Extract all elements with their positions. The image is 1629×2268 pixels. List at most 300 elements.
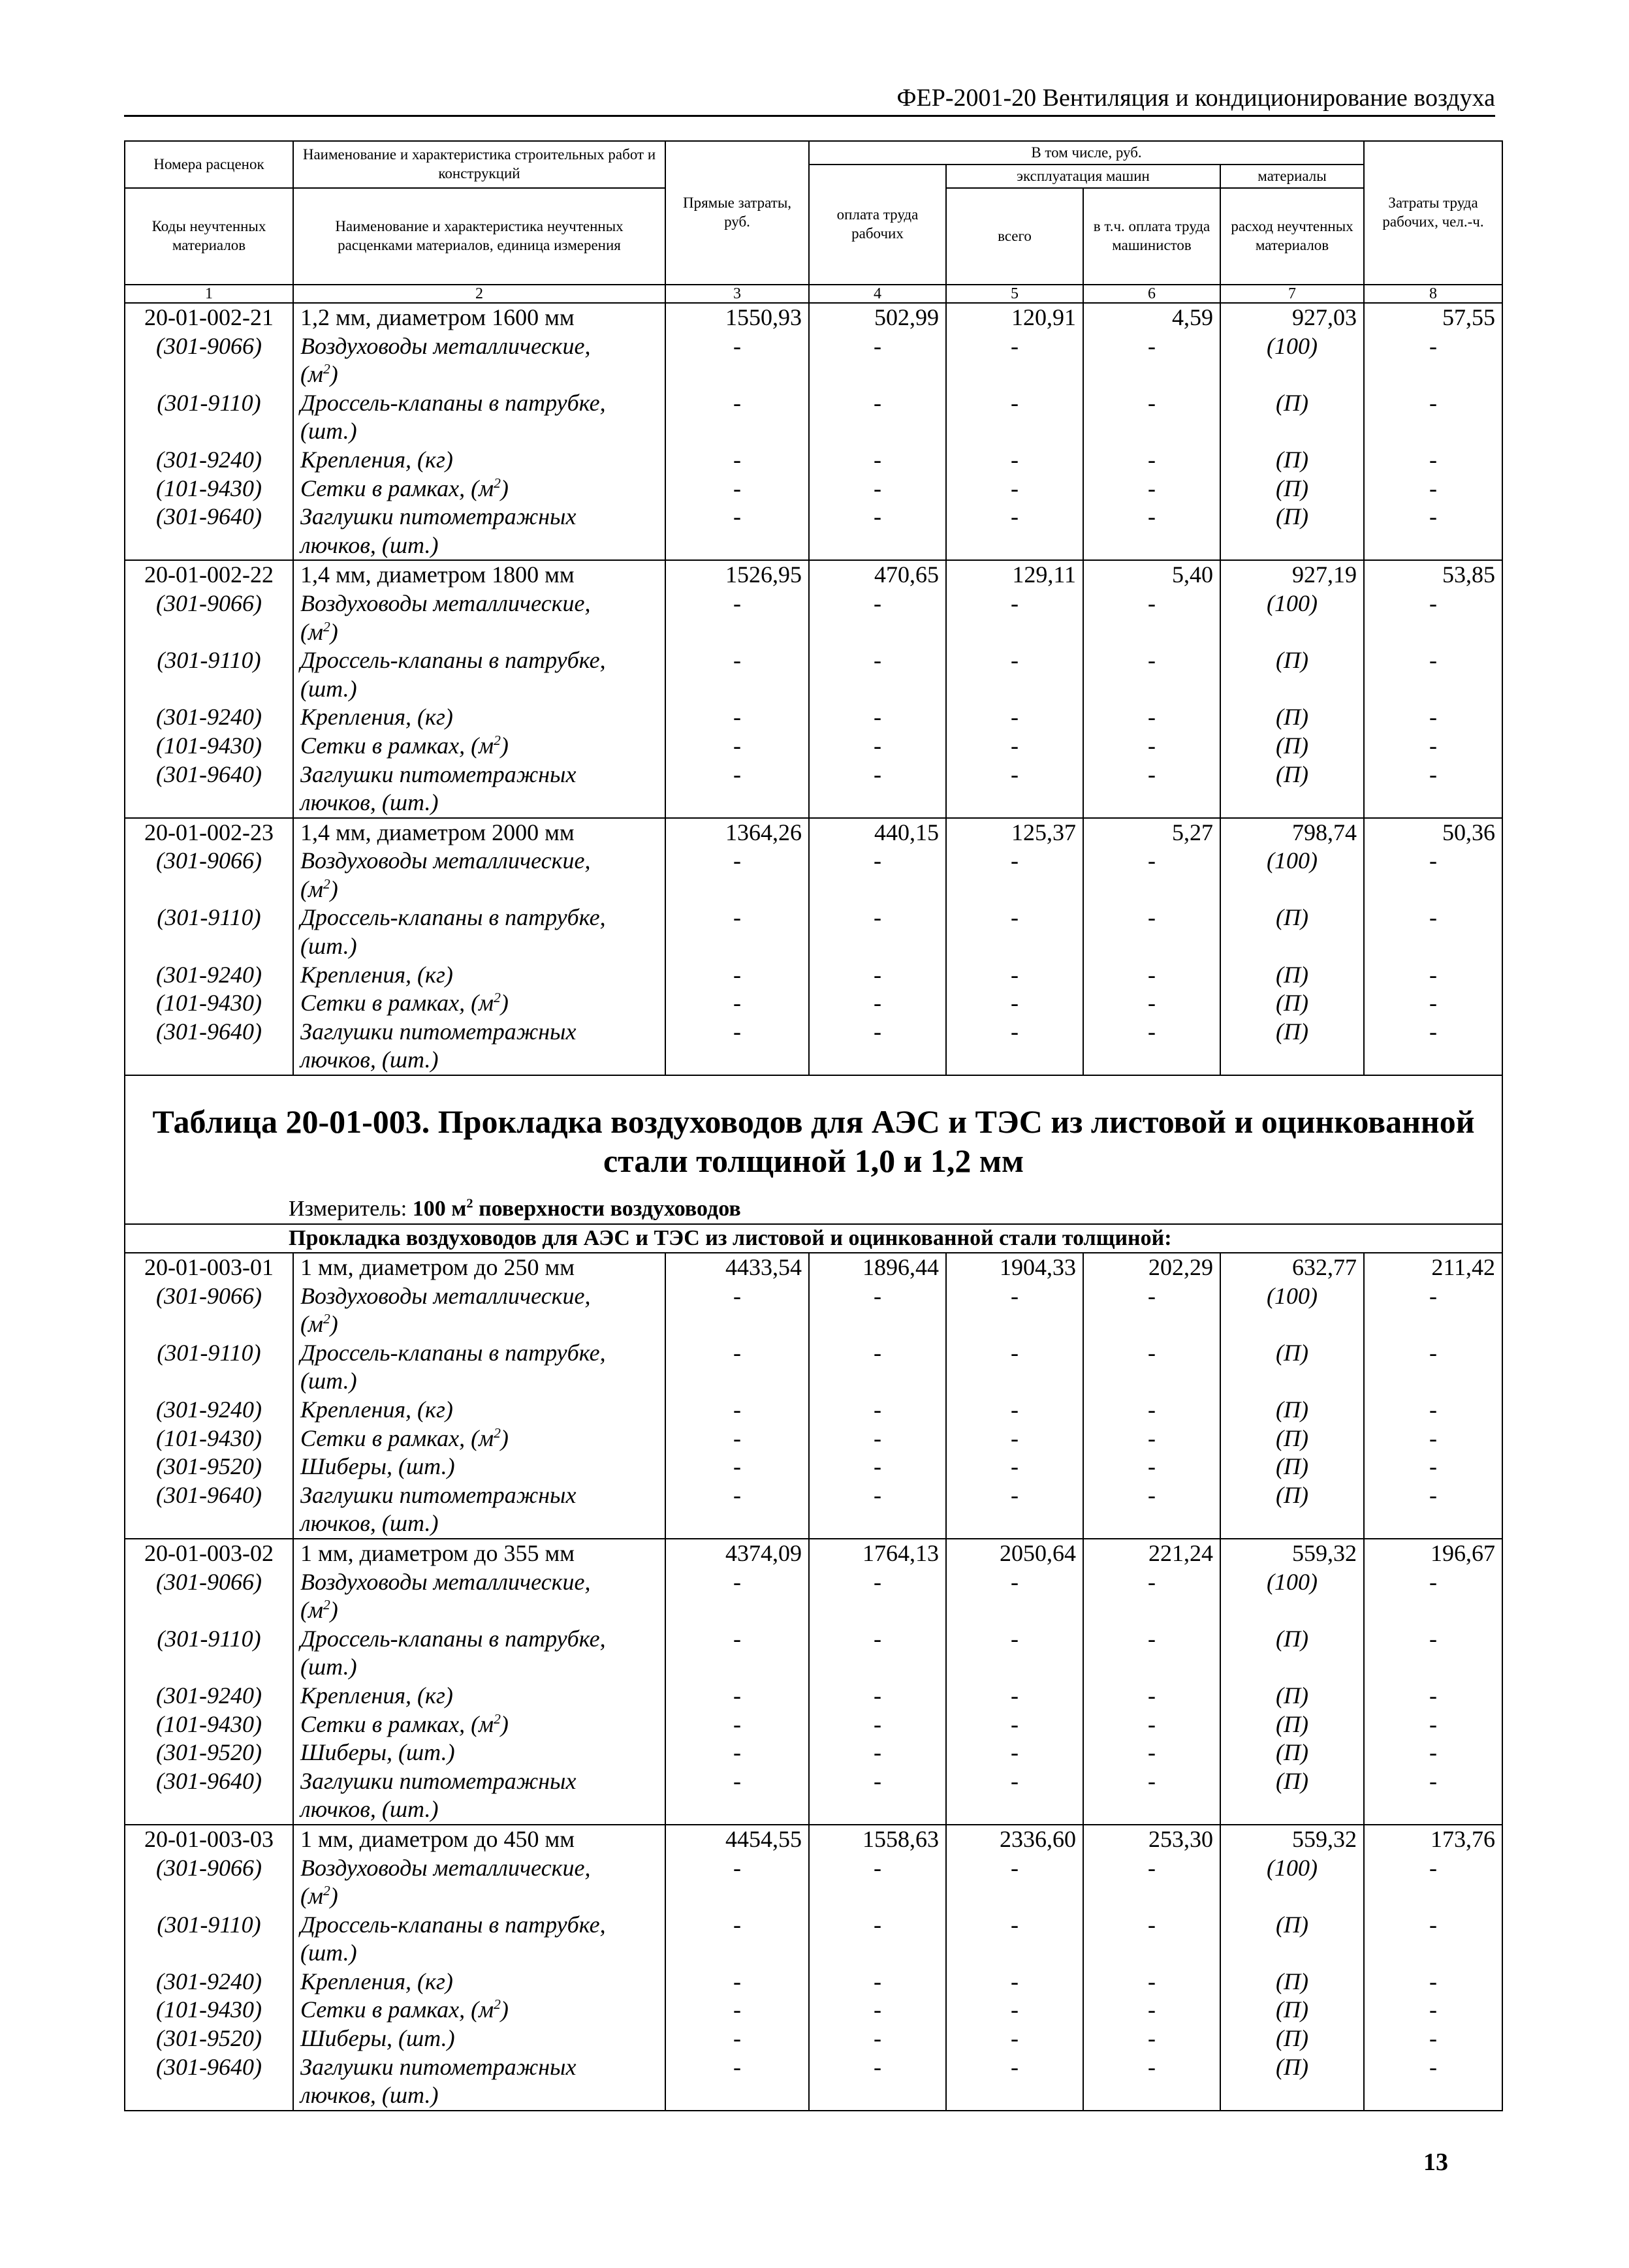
empty-value: - [1083,961,1220,990]
material-code: (101-9430) [125,989,293,1018]
material-description [293,1911,665,1968]
material-code: (301-9066) [125,847,293,904]
material-code: (301-9640) [125,1767,293,1825]
empty-value: - [946,1453,1083,1481]
empty-value: - [665,1282,809,1339]
empty-value: - [1364,1481,1502,1539]
header-vsego: всего [946,188,1083,285]
empty-value: - [1364,1739,1502,1767]
empty-value: - [946,389,1083,446]
empty-value: - [665,1682,809,1710]
material-quantity: (П) [1220,1710,1364,1739]
empty-value: - [809,847,946,904]
column-number: 8 [1364,285,1502,303]
material-unit: лючков, (шт.) [300,2082,439,2109]
material-unit: лючков, (шт.) [300,1510,439,1537]
empty-value: - [1083,2053,1220,2111]
material-description [293,761,665,818]
material-code: (301-9520) [125,1453,293,1481]
superscript: 2 [494,990,501,1006]
material-name: Дроссель-клапаны в патрубке, [300,904,606,931]
material-unit: (шт.) [300,933,357,960]
empty-value: - [665,446,809,475]
material-description [293,503,665,560]
material-code: (301-9066) [125,332,293,389]
material-description [293,1481,665,1539]
empty-value: - [946,1682,1083,1710]
material-quantity: (П) [1220,1682,1364,1710]
empty-value: - [809,1481,946,1539]
material-quantity: (П) [1220,1968,1364,1996]
material-row [125,1968,1502,1996]
rates-table [124,140,1503,2111]
rate-name: 1,4 мм, диаметром 1800 мм [293,560,665,590]
column-number: 6 [1083,285,1220,303]
material-code: (301-9640) [125,503,293,560]
empty-value: - [1083,989,1220,1018]
column-number: 5 [946,285,1083,303]
material-unit: лючков, (шт.) [300,1796,439,1823]
labor-hours: 211,42 [1364,1253,1502,1282]
superscript: 2 [323,875,330,892]
empty-value: - [946,1996,1083,2024]
empty-value: - [809,1018,946,1075]
empty-value: - [1364,703,1502,732]
empty-value: - [809,961,946,990]
material-quantity: (П) [1220,2024,1364,2053]
header-naimen2: Наименование и характеристика неучтенных расценками материалов, единица измерения [293,188,665,285]
empty-value: - [665,590,809,646]
empty-value: - [809,732,946,761]
material-row [125,446,1502,475]
section-b [125,1075,1502,1253]
meter-label: Измеритель: [289,1197,407,1221]
material-unit: (м [300,875,323,902]
empty-value: - [665,904,809,960]
material-description [293,1854,665,1911]
header-zatraty: Затраты труда рабочих, чел.-ч. [1364,141,1502,285]
material-quantity: (100) [1220,1282,1364,1339]
empty-value: - [1083,2024,1220,2053]
meter-line [125,1180,1502,1224]
empty-value: - [946,1481,1083,1539]
rate-code: 20-01-002-23 [125,818,293,847]
empty-value: - [1083,1911,1220,1968]
empty-value: - [946,1968,1083,1996]
material-row [125,2024,1502,2053]
empty-value: - [809,2053,946,2111]
empty-value: - [1083,1739,1220,1767]
material-code: (301-9110) [125,389,293,446]
material-description [293,1996,665,2024]
superscript: 2 [323,1311,330,1327]
material-quantity: (П) [1220,703,1364,732]
material-code: (101-9430) [125,1996,293,2024]
material-quantity: (П) [1220,904,1364,960]
material-description [293,732,665,761]
material-description [293,1568,665,1625]
empty-value: - [665,1710,809,1739]
material-row [125,389,1502,446]
empty-value: - [946,761,1083,818]
header-kody: Коды неучтенных материалов [125,188,293,285]
material-code: (301-9240) [125,1968,293,1996]
empty-value: - [809,1282,946,1339]
material-quantity: (П) [1220,1396,1364,1425]
material-row [125,475,1502,503]
direct-costs: 4433,54 [665,1253,809,1282]
material-unit: (шт.) [300,1940,357,1966]
material-quantity: (П) [1220,1996,1364,2024]
running-head: ФЕР-2001-20 Вентиляция и кондиционирование воздуха [124,84,1495,117]
rate-code: 20-01-002-21 [125,303,293,332]
empty-value: - [809,1682,946,1710]
material-row [125,703,1502,732]
empty-value: - [1364,590,1502,646]
empty-value: - [665,761,809,818]
labor-cost: 1558,63 [809,1825,946,1854]
material-unit: лючков, (шт.) [300,1047,439,1073]
column-number: 3 [665,285,809,303]
empty-value: - [1364,1996,1502,2024]
material-row [125,1282,1502,1339]
section-title [125,1102,1502,1180]
material-name: Воздуховоды металлические, [300,590,591,616]
material-quantity: (П) [1220,1481,1364,1539]
material-name: Дроссель-клапаны в патрубке, [300,1625,606,1652]
material-row [125,1996,1502,2024]
material-name: Дроссель-клапаны в патрубке, [300,1911,606,1938]
material-code: (101-9430) [125,475,293,503]
material-row [125,847,1502,904]
empty-value: - [1083,1339,1220,1396]
empty-value: - [665,1425,809,1453]
empty-value: - [665,1396,809,1425]
material-quantity: (П) [1220,1339,1364,1396]
materials-cost: 927,19 [1220,560,1364,590]
material-description [293,1968,665,1996]
header-pryamye: Прямые затраты, руб. [665,141,809,285]
material-code: (301-9066) [125,1282,293,1339]
empty-value: - [1083,1625,1220,1682]
empty-value: - [1083,732,1220,761]
empty-value: - [1083,1568,1220,1625]
empty-value: - [809,446,946,475]
empty-value: - [665,1339,809,1396]
empty-value: - [665,1911,809,1968]
empty-value: - [946,961,1083,990]
material-row [125,590,1502,646]
material-quantity: (П) [1220,961,1364,990]
empty-value: - [946,446,1083,475]
material-quantity: (П) [1220,2053,1364,2111]
material-description [293,847,665,904]
empty-value: - [946,503,1083,560]
superscript: 2 [494,732,501,748]
empty-value: - [1364,1396,1502,1425]
empty-value: - [1083,475,1220,503]
empty-value: - [809,1568,946,1625]
material-name: Заглушки питометражных [300,503,577,530]
empty-value: - [1364,1911,1502,1968]
material-unit-close: ) [330,1883,338,1910]
material-name: Дроссель-клапаны в патрубке, [300,389,606,416]
materials-cost: 559,32 [1220,1825,1364,1854]
material-name: Шиберы, (шт.) [300,1739,455,1766]
material-description [293,646,665,703]
empty-value: - [1364,1968,1502,1996]
header-oplata: оплата труда рабочих [809,165,946,285]
header-rashod: расход неучтенных материалов [1220,188,1364,285]
material-row [125,761,1502,818]
empty-value: - [665,475,809,503]
material-code: (301-9066) [125,1568,293,1625]
empty-value: - [809,1996,946,2024]
empty-value: - [809,2024,946,2053]
material-unit: лючков, (шт.) [300,531,439,558]
empty-value: - [946,1396,1083,1425]
materials-cost: 798,74 [1220,818,1364,847]
empty-value: - [1364,389,1502,446]
machinist-labor-cost: 4,59 [1083,303,1220,332]
labor-cost: 470,65 [809,560,946,590]
empty-value: - [809,590,946,646]
labor-hours: 196,67 [1364,1539,1502,1568]
rate-row [125,303,1502,332]
empty-value: - [809,1453,946,1481]
group-subtitle: Прокладка воздуховодов для АЭС и ТЭС из листовой и оцинкованной стали толщиной: [125,1224,1502,1253]
material-code: (301-9240) [125,1682,293,1710]
material-name: Воздуховоды металлические, [300,1282,591,1309]
material-description [293,1739,665,1767]
material-unit: (шт.) [300,675,357,702]
machinist-labor-cost: 221,24 [1083,1539,1220,1568]
empty-value: - [946,1018,1083,1075]
material-unit-close: ) [500,990,509,1016]
material-row [125,332,1502,389]
material-unit: (м [300,1883,323,1910]
material-description [293,1018,665,1075]
rate-name: 1,2 мм, диаметром 1600 мм [293,303,665,332]
material-row [125,1339,1502,1396]
empty-value: - [946,2024,1083,2053]
empty-value: - [1364,646,1502,703]
materials-cost: 927,03 [1220,303,1364,332]
empty-value: - [665,1481,809,1539]
material-quantity: (П) [1220,646,1364,703]
material-name: Сетки в рамках, (м [300,1710,494,1737]
empty-value: - [809,1396,946,1425]
material-name: Крепления, (кг) [300,446,453,473]
material-row [125,2053,1502,2111]
empty-value: - [1083,1396,1220,1425]
empty-value: - [1083,1767,1220,1825]
material-name: Воздуховоды металлические, [300,847,591,874]
material-row [125,1481,1502,1539]
material-row [125,1767,1502,1825]
material-code: (301-9240) [125,961,293,990]
material-code: (301-9110) [125,1625,293,1682]
material-name: Воздуховоды металлические, [300,332,591,359]
material-unit: (м [300,618,323,645]
empty-value: - [665,1625,809,1682]
material-code: (301-9066) [125,1854,293,1911]
machinist-labor-cost: 202,29 [1083,1253,1220,1282]
empty-value: - [1083,590,1220,646]
empty-value: - [665,1453,809,1481]
rate-row [125,560,1502,590]
rate-code: 20-01-002-22 [125,560,293,590]
machinist-labor-cost: 5,27 [1083,818,1220,847]
material-quantity: (100) [1220,1854,1364,1911]
material-code: (301-9640) [125,1018,293,1075]
material-name: Заглушки питометражных [300,761,577,787]
empty-value: - [1364,1568,1502,1625]
material-code: (301-9640) [125,1481,293,1539]
empty-value: - [809,761,946,818]
machinist-labor-cost: 253,30 [1083,1825,1220,1854]
material-unit-close: ) [330,361,338,388]
rate-row [125,1253,1502,1282]
column-numbers [125,285,1502,303]
empty-value: - [946,1339,1083,1396]
material-row [125,1453,1502,1481]
material-name: Дроссель-клапаны в патрубке, [300,647,606,674]
direct-costs: 1364,26 [665,818,809,847]
material-quantity: (П) [1220,989,1364,1018]
material-unit: лючков, (шт.) [300,789,439,816]
empty-value: - [1083,703,1220,732]
empty-value: - [946,2053,1083,2111]
page-number: 13 [1423,2149,1448,2176]
empty-value: - [1364,961,1502,990]
material-description [293,1682,665,1710]
superscript: 2 [466,1196,473,1211]
material-description [293,332,665,389]
empty-value: - [1083,1453,1220,1481]
header-materialy: материалы [1220,165,1364,188]
material-description [293,961,665,990]
empty-value: - [809,904,946,960]
material-unit: (шт.) [300,1368,357,1394]
material-quantity: (П) [1220,503,1364,560]
header-v-tom: В том числе, руб. [809,141,1364,165]
material-quantity: (П) [1220,1425,1364,1453]
empty-value: - [946,732,1083,761]
empty-value: - [1083,503,1220,560]
empty-value: - [665,1568,809,1625]
empty-value: - [946,1767,1083,1825]
column-number: 2 [293,285,665,303]
labor-hours: 57,55 [1364,303,1502,332]
empty-value: - [946,332,1083,389]
material-description [293,703,665,732]
material-code: (301-9066) [125,590,293,646]
empty-value: - [1083,1018,1220,1075]
material-row [125,1625,1502,1682]
material-quantity: (100) [1220,332,1364,389]
empty-value: - [1364,503,1502,560]
empty-value: - [1083,389,1220,446]
material-quantity: (П) [1220,1018,1364,1075]
empty-value: - [946,904,1083,960]
section-title-line1: Таблица 20-01-003. Прокладка воздуховодов для АЭС и ТЭС из листовой и оцинкованной [152,1103,1475,1141]
empty-value: - [665,703,809,732]
material-row [125,1854,1502,1911]
empty-value: - [809,1968,946,1996]
labor-hours: 173,76 [1364,1825,1502,1854]
machine-cost: 120,91 [946,303,1083,332]
material-name: Заглушки питометражных [300,2053,577,2080]
material-description [293,989,665,1018]
empty-value: - [1083,332,1220,389]
material-code: (301-9110) [125,1911,293,1968]
empty-value: - [1083,1996,1220,2024]
material-name: Дроссель-клапаны в патрубке, [300,1339,606,1366]
empty-value: - [809,989,946,1018]
empty-value: - [809,1911,946,1968]
section-title-line2: стали толщиной 1,0 и 1,2 мм [603,1142,1024,1180]
material-description [293,1453,665,1481]
empty-value: - [665,1968,809,1996]
material-name: Заглушки питометражных [300,1481,577,1508]
empty-value: - [1083,1854,1220,1911]
material-code: (301-9110) [125,1339,293,1396]
material-row [125,1682,1502,1710]
material-quantity: (П) [1220,1767,1364,1825]
superscript: 2 [494,1710,501,1727]
material-name: Сетки в рамках, (м [300,990,494,1016]
empty-value: - [946,1911,1083,1968]
empty-value: - [1083,847,1220,904]
material-name: Воздуховоды металлические, [300,1854,591,1881]
material-row [125,1739,1502,1767]
empty-value: - [809,1854,946,1911]
empty-value: - [1083,1682,1220,1710]
empty-value: - [1083,1282,1220,1339]
empty-value: - [1364,332,1502,389]
rate-name: 1,4 мм, диаметром 2000 мм [293,818,665,847]
empty-value: - [809,1425,946,1453]
material-quantity: (П) [1220,475,1364,503]
empty-value: - [946,989,1083,1018]
material-code: (301-9520) [125,1739,293,1767]
material-description [293,1339,665,1396]
machine-cost: 129,11 [946,560,1083,590]
table-header [125,141,1502,303]
rate-code: 20-01-003-03 [125,1825,293,1854]
table-body-a [125,303,1502,1075]
labor-cost: 502,99 [809,303,946,332]
machine-cost: 2050,64 [946,1539,1083,1568]
empty-value: - [946,1625,1083,1682]
empty-value: - [1364,732,1502,761]
empty-value: - [809,475,946,503]
empty-value: - [665,332,809,389]
empty-value: - [809,1710,946,1739]
empty-value: - [809,389,946,446]
empty-value: - [809,703,946,732]
material-row [125,1710,1502,1739]
material-quantity: (П) [1220,1911,1364,1968]
empty-value: - [665,503,809,560]
empty-value: - [809,503,946,560]
material-unit: (м [300,1597,323,1624]
superscript: 2 [494,1425,501,1441]
empty-value: - [665,847,809,904]
empty-value: - [1083,646,1220,703]
material-quantity: (П) [1220,389,1364,446]
